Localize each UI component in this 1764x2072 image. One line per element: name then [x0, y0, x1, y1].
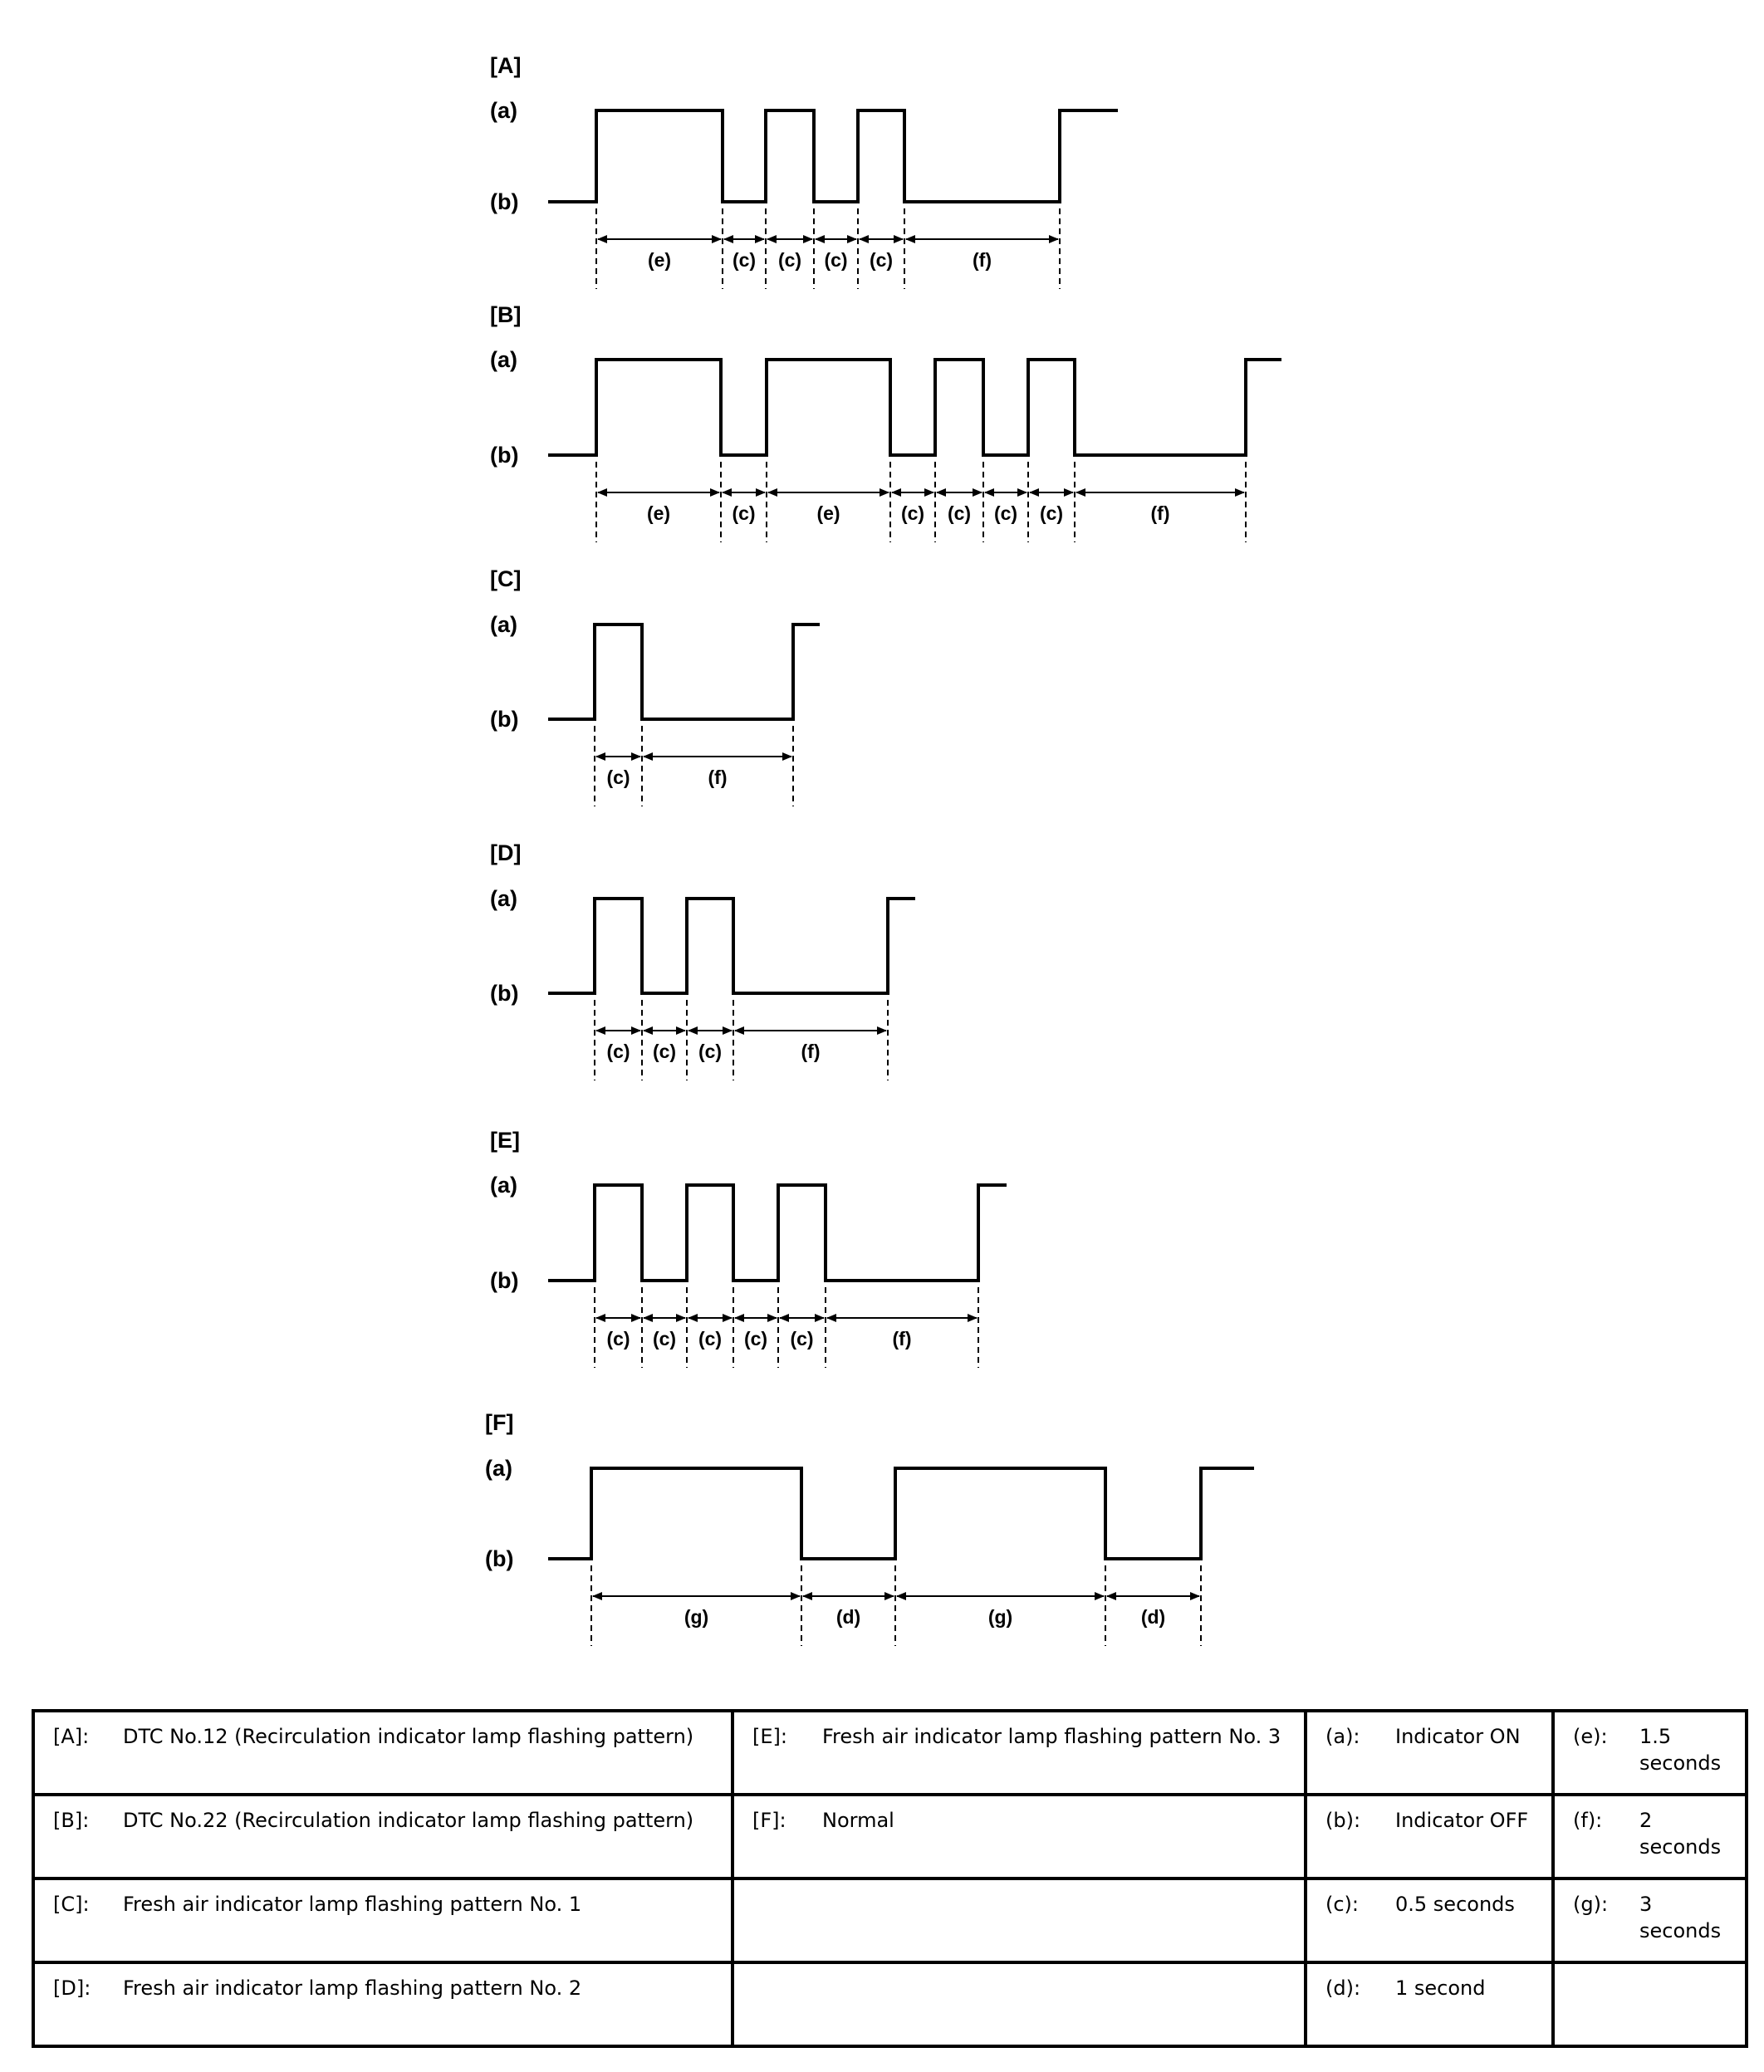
legend-cell — [1306, 1711, 1553, 1795]
legend-row — [33, 1795, 1747, 1879]
duration-label: (c) — [790, 1328, 814, 1349]
waveform-line — [548, 899, 915, 993]
legend-cell — [1306, 1962, 1553, 2046]
level-low-label: (b) — [490, 443, 519, 468]
legend-cell — [733, 1962, 1306, 2046]
duration-label: (c) — [732, 249, 757, 271]
legend-value: Fresh air indicator lamp flashing pattern No. 1 — [123, 1893, 582, 1916]
dimension-arrow — [891, 488, 901, 497]
waveform-line — [548, 1185, 1007, 1281]
dimension-arrow — [723, 235, 733, 243]
duration-label: (e) — [647, 249, 672, 271]
duration-label: (f) — [1150, 502, 1170, 524]
duration-label: (g) — [987, 1606, 1013, 1628]
legend-value: Indicator OFF — [1395, 1809, 1529, 1832]
dimension-arrow — [597, 235, 607, 243]
dimension-arrow — [894, 235, 904, 243]
duration-label: (c) — [993, 502, 1018, 524]
dimension-arrow — [592, 1592, 602, 1600]
duration-label: (c) — [606, 1328, 630, 1349]
dimension-arrow — [1029, 488, 1039, 497]
dimension-arrow — [631, 752, 641, 761]
duration-label: (c) — [743, 1328, 768, 1349]
dimension-arrow — [755, 235, 765, 243]
level-high-label: (a) — [485, 1456, 512, 1481]
dimension-arrow — [859, 235, 869, 243]
legend-cell — [1306, 1879, 1553, 1962]
dimension-arrow — [767, 235, 777, 243]
legend-cell — [733, 1711, 1306, 1795]
legend-cell — [1553, 1962, 1747, 2046]
dimension-arrow — [1076, 488, 1085, 497]
dimension-arrow — [767, 488, 777, 497]
dimension-arrow — [924, 488, 934, 497]
legend-key: (a): — [1325, 1725, 1360, 1748]
duration-label: (d) — [1140, 1606, 1166, 1628]
dimension-arrow — [1106, 1592, 1116, 1600]
dimension-arrow — [896, 1592, 906, 1600]
waveform-line — [548, 360, 1281, 455]
dimension-arrow — [643, 1026, 653, 1035]
duration-label: (c) — [824, 249, 848, 271]
waveform-panel — [490, 1128, 1007, 1368]
legend-cell — [1553, 1711, 1747, 1795]
dimension-arrow — [710, 488, 720, 497]
legend-value: Fresh air indicator lamp flashing pattern No. 2 — [123, 1976, 582, 2000]
legend-value: 1.5 seconds — [1639, 1725, 1722, 1775]
level-low-label: (b) — [490, 1268, 519, 1293]
waveform-panel — [485, 1410, 1254, 1646]
duration-label: (e) — [816, 502, 840, 524]
waveform-panel — [490, 566, 820, 806]
dimension-arrow — [1049, 235, 1059, 243]
dimension-arrow — [905, 235, 915, 243]
duration-label: (c) — [652, 1041, 677, 1062]
dimension-arrow — [597, 488, 607, 497]
legend-cell — [33, 1795, 733, 1879]
legend-key: (b): — [1325, 1809, 1361, 1832]
level-low-label: (b) — [485, 1546, 514, 1571]
legend-value: 1 second — [1395, 1976, 1486, 2000]
duration-label: (c) — [732, 502, 756, 524]
legend-value: 0.5 seconds — [1395, 1893, 1515, 1916]
panel-title: [C] — [490, 566, 522, 591]
legend-key: [D]: — [53, 1976, 91, 2000]
dimension-arrow — [1064, 488, 1074, 497]
legend-row — [33, 1962, 1747, 2046]
dimension-arrow — [676, 1026, 686, 1035]
duration-label: (d) — [835, 1606, 861, 1628]
legend-value: Normal — [822, 1809, 894, 1832]
legend-cell — [1306, 1795, 1553, 1879]
dimension-arrow — [688, 1026, 698, 1035]
dimension-arrow — [756, 488, 766, 497]
panel-title: [B] — [490, 302, 522, 327]
level-high-label: (a) — [490, 612, 517, 637]
legend-cell — [33, 1962, 733, 2046]
dimension-arrow — [767, 1314, 777, 1322]
duration-label: (c) — [900, 502, 925, 524]
duration-label: (c) — [606, 1041, 630, 1062]
duration-label: (c) — [652, 1328, 677, 1349]
legend-value: DTC No.22 (Recirculation indicator lamp flashing pattern) — [123, 1809, 694, 1832]
duration-label: (f) — [801, 1041, 821, 1062]
panel-title: [A] — [490, 53, 522, 78]
duration-label: (c) — [947, 502, 972, 524]
level-low-label: (b) — [490, 189, 519, 214]
dimension-arrow — [815, 1314, 825, 1322]
dimension-arrow — [973, 488, 982, 497]
dimension-arrow — [826, 1314, 836, 1322]
legend-key: [A]: — [53, 1725, 90, 1748]
legend-cell — [733, 1795, 1306, 1879]
legend-cell — [1553, 1879, 1747, 1962]
level-high-label: (a) — [490, 98, 517, 123]
dimension-arrow — [595, 1026, 605, 1035]
dimension-arrow — [723, 1026, 733, 1035]
legend-row — [33, 1879, 1747, 1962]
dimension-arrow — [968, 1314, 978, 1322]
duration-label: (c) — [698, 1041, 723, 1062]
legend-value: 2 seconds — [1639, 1809, 1722, 1859]
duration-label: (f) — [892, 1328, 912, 1349]
dimension-arrow — [880, 488, 889, 497]
legend-key: (e): — [1573, 1725, 1608, 1748]
dimension-arrow — [723, 1314, 733, 1322]
level-high-label: (a) — [490, 886, 517, 911]
duration-label: (c) — [698, 1328, 723, 1349]
duration-label: (f) — [973, 249, 992, 271]
duration-label: (c) — [606, 767, 630, 788]
duration-label: (c) — [777, 249, 802, 271]
level-low-label: (b) — [490, 707, 519, 732]
dimension-arrow — [802, 1592, 812, 1600]
legend-row — [33, 1711, 1747, 1795]
dimension-arrow — [595, 1314, 605, 1322]
legend-cell — [733, 1879, 1306, 1962]
legend-key: [E]: — [752, 1725, 787, 1748]
dimension-arrow — [984, 488, 994, 497]
dimension-arrow — [847, 235, 857, 243]
level-high-label: (a) — [490, 1173, 517, 1198]
legend-value: DTC No.12 (Recirculation indicator lamp flashing pattern) — [123, 1725, 694, 1748]
dimension-arrow — [643, 752, 653, 761]
legend-key: (d): — [1325, 1976, 1361, 2000]
waveform-panel — [490, 840, 915, 1080]
waveform-panel — [490, 302, 1281, 542]
dimension-arrow — [1095, 1592, 1105, 1600]
dimension-arrow — [722, 488, 732, 497]
dimension-arrow — [734, 1026, 744, 1035]
legend-key: [B]: — [53, 1809, 90, 1832]
dimension-arrow — [631, 1026, 641, 1035]
legend-value: Fresh air indicator lamp flashing pattern No. 3 — [822, 1725, 1281, 1748]
panel-title: [F] — [485, 1410, 514, 1435]
waveform-line — [548, 625, 820, 719]
legend-key: (f): — [1573, 1809, 1603, 1832]
waveform-line — [548, 110, 1118, 202]
duration-label: (c) — [869, 249, 894, 271]
dimension-arrow — [734, 1314, 744, 1322]
legend-key: [C]: — [53, 1893, 90, 1916]
dimension-arrow — [1017, 488, 1027, 497]
dimension-arrow — [815, 235, 825, 243]
dimension-arrow — [791, 1592, 801, 1600]
dimension-arrow — [688, 1314, 698, 1322]
duration-label: (e) — [646, 502, 671, 524]
duration-label: (f) — [708, 767, 728, 788]
dimension-arrow — [877, 1026, 887, 1035]
duration-label: (g) — [684, 1606, 709, 1628]
legend-key: (c): — [1325, 1893, 1360, 1916]
legend-value: Indicator ON — [1395, 1725, 1521, 1748]
dimension-arrow — [595, 752, 605, 761]
legend-key: [F]: — [752, 1809, 786, 1832]
legend-cell — [1553, 1795, 1747, 1879]
legend-value: 3 seconds — [1639, 1893, 1722, 1942]
level-high-label: (a) — [490, 347, 517, 372]
panel-title: [E] — [490, 1128, 520, 1153]
dimension-arrow — [712, 235, 722, 243]
waveform-line — [548, 1468, 1254, 1559]
level-low-label: (b) — [490, 981, 519, 1006]
dimension-arrow — [782, 752, 792, 761]
legend-cell — [33, 1711, 733, 1795]
dimension-arrow — [884, 1592, 894, 1600]
dimension-arrow — [779, 1314, 789, 1322]
panel-title: [D] — [490, 840, 522, 865]
waveform-panel — [490, 53, 1118, 289]
dimension-arrow — [643, 1314, 653, 1322]
dimension-arrow — [676, 1314, 686, 1322]
dimension-arrow — [1190, 1592, 1200, 1600]
legend-table — [32, 1709, 1748, 2048]
legend-key: (g): — [1573, 1893, 1609, 1916]
dimension-arrow — [1235, 488, 1245, 497]
legend-cell — [33, 1879, 733, 1962]
duration-label: (c) — [1039, 502, 1064, 524]
dimension-arrow — [631, 1314, 641, 1322]
dimension-arrow — [803, 235, 813, 243]
dimension-arrow — [936, 488, 946, 497]
